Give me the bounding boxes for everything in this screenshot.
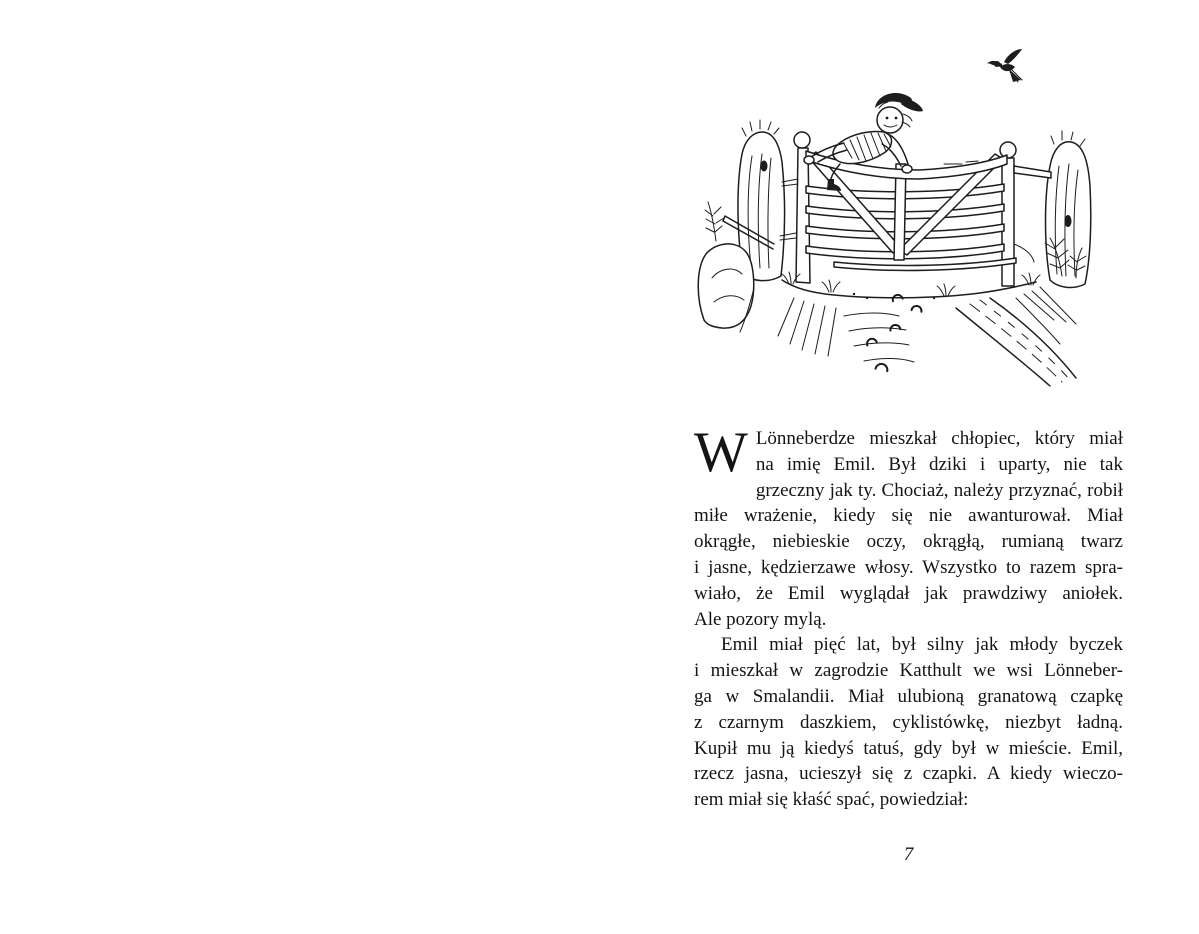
flying-bird-icon: [988, 49, 1022, 82]
text-line: z czarnym daszkiem, cyklistówkę, niezbyt ładną.: [694, 711, 1123, 733]
text-line: Ale pozory mylą.: [694, 608, 827, 630]
boy-jacket: [833, 131, 892, 163]
text-line: grzeczny jak ty. Chociaż, należy przyznać, robił: [755, 479, 1123, 501]
text-line: okrągłe, niebieskie oczy, okrągłą, rumianą twarz: [694, 531, 1123, 553]
boy-left-hand: [804, 156, 814, 164]
text-line: Kupił mu ją kiedyś tatuś, gdy był w mieście. Emil,: [694, 737, 1123, 759]
right-page: [599, 0, 1199, 934]
drop-cap: W: [694, 421, 748, 484]
text-line: wiało, że Emil wyglądał jak prawdziwy aniołek.: [694, 582, 1123, 604]
text-line: rzecz jasna, ucieszył się z czapki. A kiedy wieczo-: [694, 763, 1123, 785]
ground-and-path: [740, 272, 1076, 386]
gate-illustration-svg: [694, 36, 1124, 396]
gate-illustration: [694, 36, 1124, 396]
text-line: ga w Smalandii. Miał ulubioną granatową czapkę: [694, 685, 1123, 707]
text-line: rem miał się kłaść spać, powiedział:: [694, 789, 969, 811]
boy-cap-brim: [901, 98, 923, 111]
left-page-blank: [0, 0, 599, 934]
path-edge-right: [990, 298, 1076, 378]
stone: [698, 244, 753, 328]
text-line: i jasne, kędzierzawe włosy. Wszystko to razem spra-: [694, 556, 1123, 578]
page-number: 7: [903, 844, 914, 865]
text-line: na imię Emil. Był dziki i uparty, nie tak: [755, 453, 1123, 475]
right-gnarled-post: [1046, 131, 1091, 287]
text-line: miłe wrażenie, kiedy się nie awanturował. Miał: [694, 505, 1123, 527]
path-edge-left: [956, 308, 1050, 386]
body-text: [694, 421, 1123, 813]
text-line: Emil miał pięć lat, był silny jak młody byczek: [721, 634, 1123, 656]
boy-head: [877, 107, 903, 133]
text-line: i mieszkał w zagrodzie Katthult we wsi Lönneber-: [694, 660, 1123, 682]
boy-right-hand: [902, 165, 912, 173]
text-line: Lönneberdze mieszkał chłopiec, który miał: [755, 428, 1123, 449]
